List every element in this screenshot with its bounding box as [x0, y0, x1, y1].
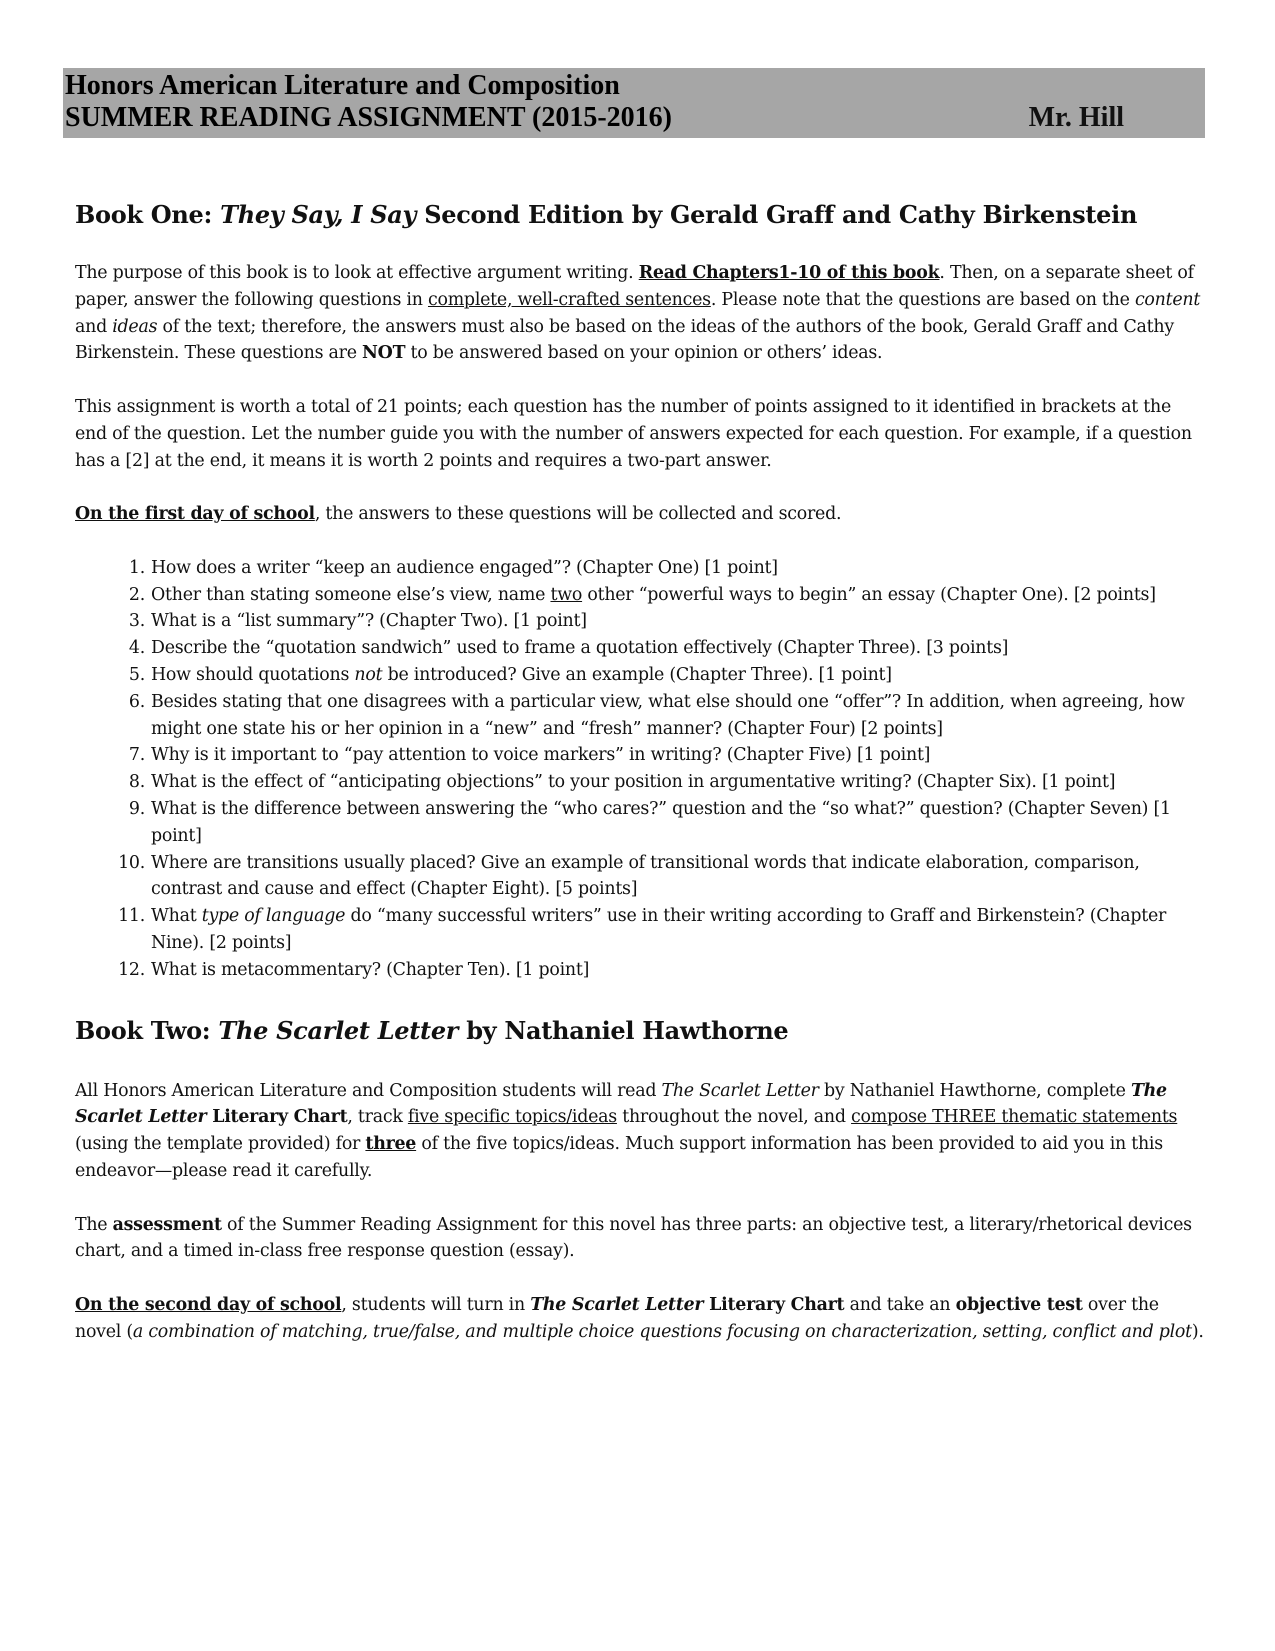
list-item: 11. What type of language do “many successful writers” use in their writing according to Graff and Birkenstein? (Chapter Nine). [2 points]	[118, 906, 1167, 953]
course-title: Honors American Literature and Composition	[65, 70, 620, 101]
list-item: 9. What is the difference between answering the “who cares?” question and the “so what?” question? (Chapter Seven) [1 point]	[128, 798, 1171, 846]
list-item: 10. Where are transitions usually placed? Give an example of transitional words that indicate elaboration, comparison, contrast and cause and effect (Chapter Eight). [5 points]	[118, 852, 1140, 900]
header-band	[63, 68, 1205, 138]
assignment-title: SUMMER READING ASSIGNMENT (2015-2016)	[65, 102, 672, 133]
book-one-due-paragraph: On the first day of school, the answers to these questions will be collected and scored.	[75, 504, 842, 525]
list-item: 4. Describe the “quotation sandwich” used to frame a quotation effectively (Chapter Three). [3 points]	[128, 638, 1009, 659]
book-two-due-paragraph: On the second day of school, students will turn in The Scarlet Letter Literary Chart and take an objective test over the novel (a combination of matching, true/false, and multiple choice questions focusing on characterization, setting, conflict and plot).	[75, 1294, 1204, 1342]
question-list	[75, 555, 1205, 984]
book-two-intro-paragraph: All Honors American Literature and Composition students will read The Scarlet Letter by Nathaniel Hawthorne, complete The Scarlet Letter Literary Chart, track five specific topics/ideas throughout the novel, and compose THREE thematic statements (using the template provided) for three of the five topics/ideas. Much support information has been provided to aid you in this endeavor—please read it carefully.	[75, 1080, 1178, 1181]
list-item: 8. What is the effect of “anticipating objections” to your position in argumentative writing? (Chapter Six). [1 point]	[128, 772, 1116, 793]
list-item: 7. Why is it important to “pay attention to voice markers” in writing? (Chapter Five) [1 point]	[128, 745, 931, 766]
list-item: 3. What is a “list summary”? (Chapter Two). [1 point]	[128, 611, 587, 632]
document-body	[75, 198, 1205, 1345]
book-one-purpose-paragraph: The purpose of this book is to look at effective argument writing. Read Chapters1-10 of this book. Then, on a separate sheet of paper, answer the following questions in complete, well-crafted sentences. Please note that the questions are based on the content and ideas of the text; therefore, the answers must also be based on the ideas of the authors of the book, Gerald Graff and Cathy Birkenstein. These questions are NOT to be answered based on your opinion or others’ ideas.	[75, 263, 1201, 364]
book-one-points-paragraph: This assignment is worth a total of 21 points; each question has the number of points assigned to it identified in brackets at the end of the question. Let the number guide you with the number of answers expected for each question. For example, if a question has a [2] at the end, it means it is worth 2 points and requires a two-part answer.	[75, 396, 1192, 471]
list-item: 5. How should quotations not be introduced? Give an example (Chapter Three). [1 point]	[128, 664, 892, 685]
list-item: 6. Besides stating that one disagrees with a particular view, what else should one “offer”? In addition, when agreeing, how might one state his or her opinion in a “new” and “fresh” manner? (Chapter Four) [2 points]	[128, 691, 1185, 739]
book-two-assessment-paragraph: The assessment of the Summer Reading Assignment for this novel has three parts: an objective test, a literary/rhetorical devices chart, and a timed in-class free response question (essay).	[75, 1214, 1192, 1262]
list-item: 2. Other than stating someone else’s view, name two other “powerful ways to begin” an essay (Chapter One). [2 points]	[128, 584, 1156, 605]
list-item: 12. What is metacommentary? (Chapter Ten). [1 point]	[118, 959, 590, 980]
book-one-heading: Book One: They Say, I Say Second Edition by Gerald Graff and Cathy Birkenstein	[75, 200, 1138, 229]
teacher-name: Mr. Hill	[1028, 102, 1124, 133]
list-item: 1. How does a writer “keep an audience engaged”? (Chapter One) [1 point]	[128, 557, 778, 578]
book-two-heading: Book Two: The Scarlet Letter by Nathaniel Hawthorne	[75, 1015, 789, 1045]
